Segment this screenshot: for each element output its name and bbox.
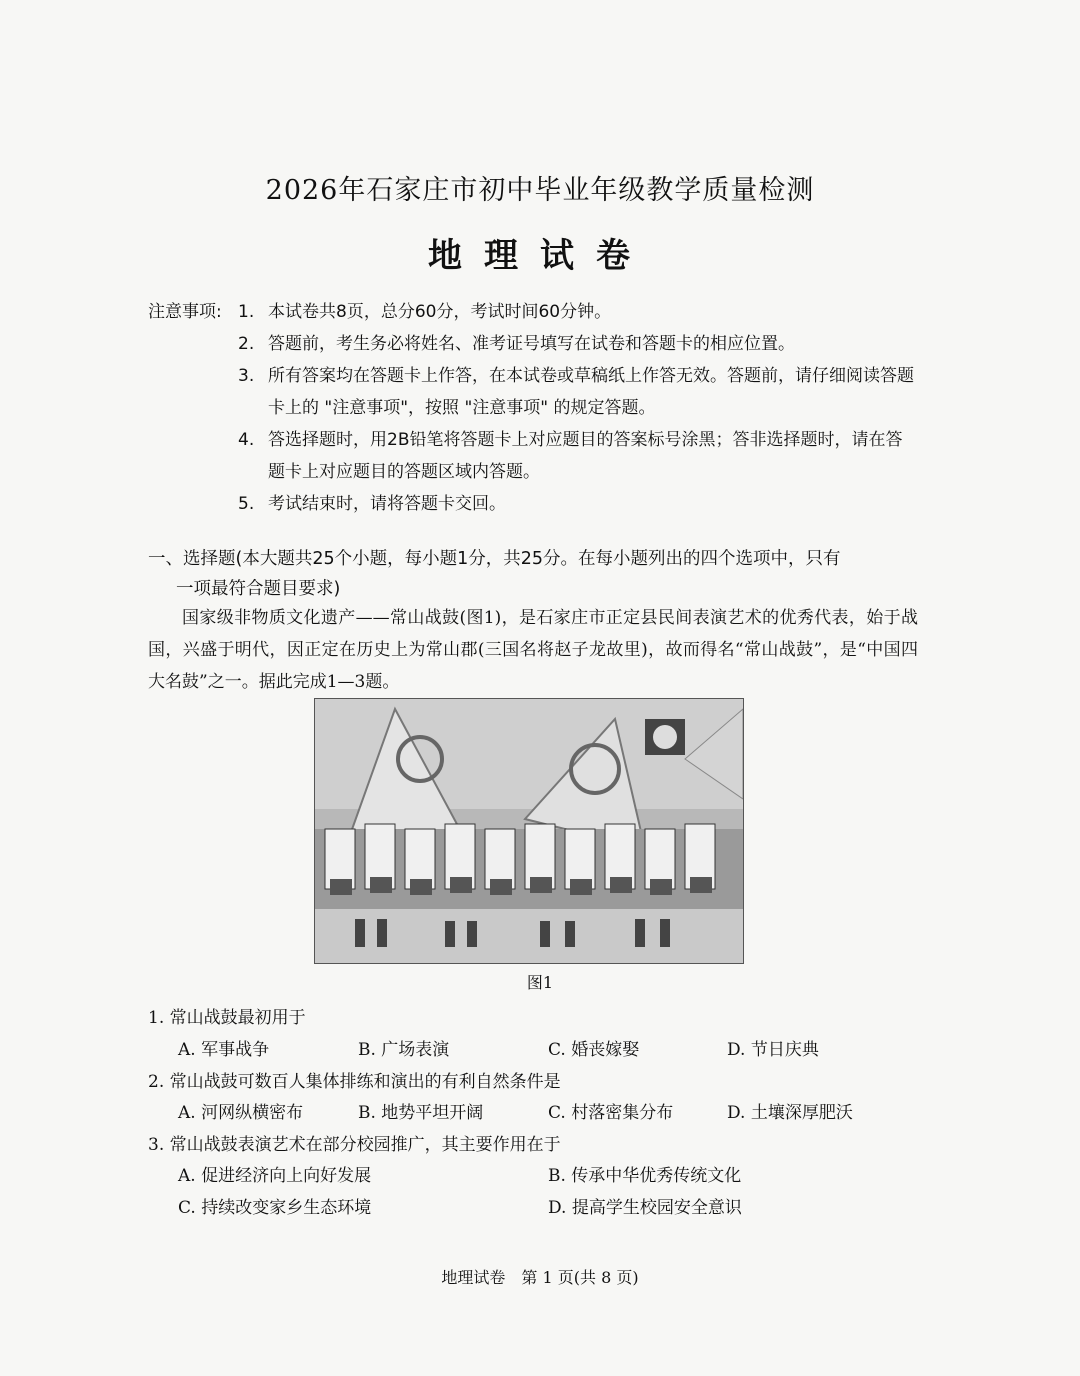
drum-performance-photo: [314, 698, 744, 964]
question-option: B. 广场表演: [358, 1040, 450, 1060]
notice-item-text: 答选择题时，用2B铅笔将答题卡上对应题目的答案标号涂黑；答非选择题时，请在答题卡上对应题目的答题区域内答题。: [268, 430, 903, 482]
figure-caption: 图1: [526, 973, 554, 992]
notice-item-number: 5.: [238, 494, 255, 514]
question-stem: 2. 常山战鼓可数百人集体排练和演出的有利自然条件是: [148, 1072, 561, 1092]
notice-item: [238, 360, 918, 424]
question-option: D. 土壤深厚肥沃: [727, 1103, 853, 1123]
exam-title: 2026年石家庄市初中毕业年级教学质量检测: [265, 175, 815, 206]
section-heading: [148, 544, 938, 604]
notice-item-number: 2.: [238, 334, 255, 354]
photo-illustration: [315, 699, 743, 963]
question-option: A. 军事战争: [178, 1040, 270, 1060]
notice-item-text: 所有答案均在答题卡上作答，在本试卷或草稿纸上作答无效。答题前，请仔细阅读答题卡上的 "注意事项"，按照 "注意事项" 的规定答题。: [268, 366, 914, 418]
section-heading-line1: 一、选择题(本大题共25个小题，每小题1分，共25分。在每小题列出的四个选项中，只有: [148, 549, 841, 569]
notice-item: [238, 328, 918, 360]
notice-item: [238, 488, 918, 520]
question-option: C. 村落密集分布: [548, 1103, 674, 1123]
question-option: D. 提高学生校园安全意识: [548, 1198, 742, 1218]
question-option: C. 持续改变家乡生态环境: [178, 1198, 372, 1218]
question-option: C. 婚丧嫁娶: [548, 1040, 640, 1060]
subject-title: 地理试卷: [428, 236, 652, 276]
question-stem: 1. 常山战鼓最初用于: [148, 1008, 306, 1028]
notice-item: [238, 296, 918, 328]
question-option: D. 节日庆典: [727, 1040, 819, 1060]
question-stem: 3. 常山战鼓表演艺术在部分校园推广，其主要作用在于: [148, 1135, 561, 1155]
notice-item-text: 本试卷共8页，总分60分，考试时间60分钟。: [268, 302, 612, 322]
question-option: B. 传承中华优秀传统文化: [548, 1166, 742, 1186]
notice-item-number: 1.: [238, 302, 255, 322]
question-option: A. 促进经济向上向好发展: [178, 1166, 372, 1186]
reading-passage: 国家级非物质文化遗产——常山战鼓(图1)，是石家庄市正定县民间表演艺术的优秀代表，始于战国，兴盛于明代，因正定在历史上为常山郡(三国名将赵子龙故里)，故而得名“常山战鼓”，是“中国四大名鼓”之一。据此完成1—3题。: [148, 608, 918, 692]
section-heading-line2: 一项最符合题目要求): [176, 579, 341, 599]
notice-item-number: 3.: [238, 366, 255, 386]
question-option: A. 河网纵横密布: [178, 1103, 304, 1123]
notice-item-text: 考试结束时，请将答题卡交回。: [268, 494, 506, 514]
notice-heading: 注意事项:: [148, 302, 222, 322]
notice-item-text: 答题前，考生务必将姓名、准考证号填写在试卷和答题卡的相应位置。: [268, 334, 795, 354]
notice-item-number: 4.: [238, 430, 255, 450]
page-footer: 地理试卷 第 1 页(共 8 页): [441, 1268, 639, 1287]
notice-item: [238, 424, 918, 488]
question-option: B. 地势平坦开阔: [358, 1103, 484, 1123]
